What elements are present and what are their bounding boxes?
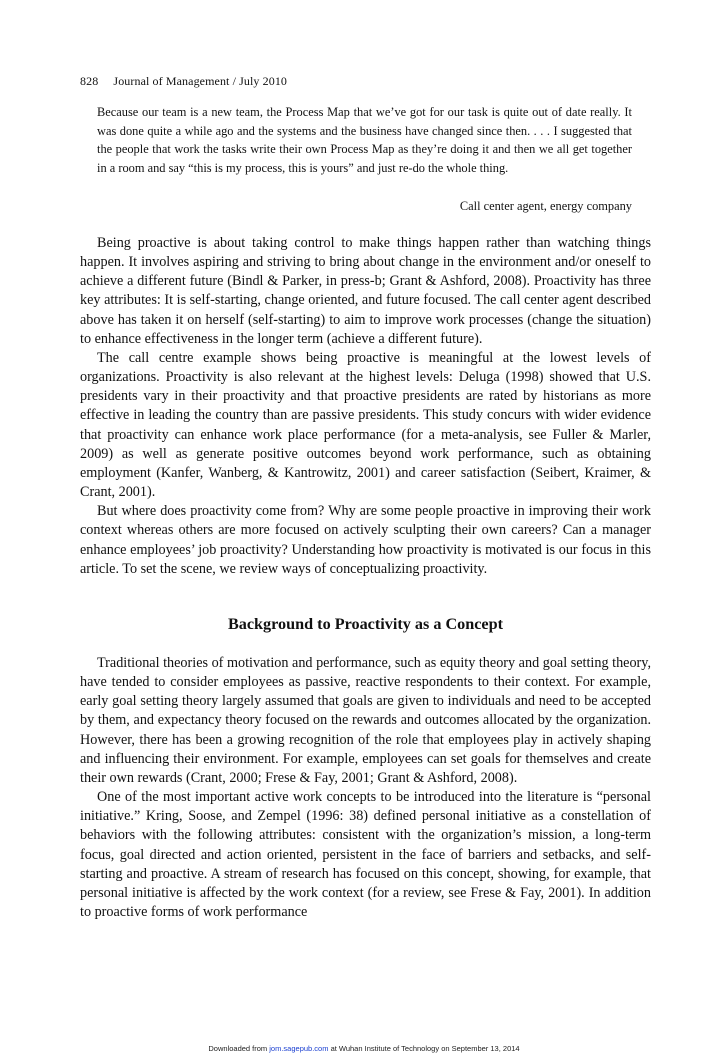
footer-link[interactable]: jom.sagepub.com xyxy=(269,1044,329,1053)
block-quote: Because our team is a new team, the Process Map that we’ve got for our task is quite out of date really. It was done quite a while ago and the systems and the business have changed since then. . . . I suggested that the people that work the tasks write their own Process Map as they’re doing it and then we all get together in a room and say “this is my process, this is yours” and just re-do the whole thing. xyxy=(97,105,632,175)
running-header xyxy=(80,74,287,89)
journal-title: Journal of Management / July 2010 xyxy=(113,74,288,88)
paragraph: One of the most important active work concepts to be introduced into the literature is “personal initiative.” Kring, Soose, and Zempel (1996: 38) defined personal initiative as a constellation of behaviors with the following attributes: consistent with the organization’s mission, a long-term focus, goal directed and action oriented, persistent in the face of barriers and setbacks, and self-starting and proactive. A stream of research has focused on this concept, showing, for example, that personal initiative is affected by the work context (for a review, see Frese & Fay, 2001). In addition to proactive forms of work performance xyxy=(80,789,651,921)
section-heading: Background to Proactivity as a Concept xyxy=(227,615,504,633)
paragraph: But where does proactivity come from? Why are some people proactive in improving their work context whereas others are more focused on actively sculpting their own careers? Can a manager enhance employees’ job proactivity? Understanding how proactivity is motivated is our focus in this article. To set the scene, we review ways of conceptualizing proactivity. xyxy=(80,503,651,577)
quote-attribution: Call center agent, energy company xyxy=(459,199,632,213)
paragraph: The call centre example shows being proactive is meaningful at the lowest levels of organizations. Proactivity is also relevant at the highest levels: Deluga (1998) showed that U.S. presidents vary in their proactivity and that proactive presidents are rated by historians as more effective in leading the country than are passive presidents. This study concurs with wider evidence that proactivity can enhance work place performance (for a meta-analysis, see Fuller & Marler, 2009) as well as generate positive outcomes beyond work performance, such as obtaining employment (Kanfer, Wanberg, & Kantrowitz, 2001) and career satisfaction (Seibert, Kraimer, & Crant, 2001). xyxy=(80,349,651,501)
footer-prefix: Downloaded from xyxy=(208,1044,268,1053)
intro-body xyxy=(80,234,651,579)
paragraph: Traditional theories of motivation and performance, such as equity theory and goal setting theory, have tended to consider employees as passive, reactive respondents to their context. For example, early goal setting theory largely assumed that goals are given to individuals and need to be accepted by them, and expectancy theory focused on the rewards and outcomes allocated by the organization. However, there has been a growing recognition of the role that employees play in actively shaping and influencing their environment. For example, employees can set goals for themselves and create their own rewards (Crant, 2000; Frese & Fay, 2001; Grant & Ashford, 2008). xyxy=(80,655,651,786)
footer-suffix: at Wuhan Institute of Technology on September 13, 2014 xyxy=(330,1044,520,1053)
paragraph: Being proactive is about taking control to make things happen rather than watching things happen. It involves aspiring and striving to bring about change in the environment and/or oneself to achieve a different future (Bindl & Parker, in press-b; Grant & Ashford, 2008). Proactivity has three key attributes: It is self-starting, change oriented, and future focused. The call center agent described above has taken it on herself (self-starting) to aim to improve work processes (change the situation) to enhance effectiveness in the longer term (achieve a different future). xyxy=(80,235,651,347)
download-footer xyxy=(0,1044,728,1053)
section-body xyxy=(80,654,651,922)
page-number: 828 xyxy=(80,74,99,88)
